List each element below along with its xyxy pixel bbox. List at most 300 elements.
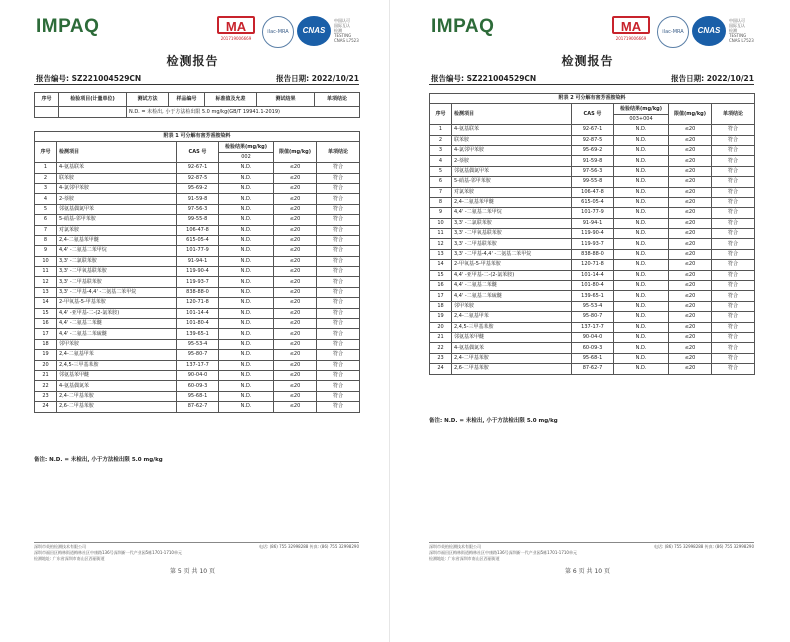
table-row [35,339,360,349]
cell-no: 6 [430,177,452,187]
cell-limit: ≤20 [669,229,712,239]
cell-result: N.D. [219,360,274,370]
cell-result: N.D. [614,156,669,166]
cell-limit: ≤20 [669,166,712,176]
cell-cas: 119-93-7 [572,239,614,249]
cell-result: N.D. [219,183,274,193]
cell-no: 3 [35,183,57,193]
cell-item: 5-硝基-邻甲苯胺 [452,177,572,187]
cell-conclusion: 符合 [712,239,755,249]
cell-cas: 91-59-8 [572,156,614,166]
cell-conclusion: 符合 [712,291,755,301]
cell-limit: ≤20 [669,239,712,249]
cell-conclusion: 符合 [317,402,360,412]
cell-limit: ≤20 [274,256,317,266]
cell-no: 24 [35,402,57,412]
cell-no: 17 [430,291,452,301]
cell-item: 联苯胺 [452,135,572,145]
table-row [35,215,360,225]
cell-no: 7 [430,187,452,197]
cell-conclusion: 符合 [712,343,755,353]
cell-no: 10 [430,218,452,228]
cell-conclusion: 符合 [317,256,360,266]
cell-cas: 137-17-7 [572,322,614,332]
certification-marks [217,16,367,50]
cell-no: 24 [430,364,452,374]
cell-limit: ≤20 [274,319,317,329]
cell-item: 4-氯邻甲苯胺 [57,183,177,193]
cell-item: 4,4' -二氨基二苯醚 [452,281,572,291]
cell-cas: 119-90-4 [572,229,614,239]
col-header-sample-id: 002 [219,152,274,162]
cell-result: N.D. [614,343,669,353]
cell-conclusion: 符合 [712,260,755,270]
cell-limit: ≤20 [669,187,712,197]
table-row [430,364,755,374]
cell-result: N.D. [219,277,274,287]
page-footer: 深圳市英柏检测技术有限公司 深圳市福田区梅林街道梅林社区中康路136号深圳新一代产业园5栋1701-1710单元 检测地址: 广东省深圳市南山区西丽街道 电话: (86) 755 32998288 传真: (86) 755 32998290 [429,544,754,561]
cell-item: 2-甲氧基-5-甲基苯胺 [57,298,177,308]
cell-limit: ≤20 [669,353,712,363]
table-row [35,319,360,329]
col-header-result: 检验结果(mg/kg) [219,142,274,152]
cell-item: 2,4-二氨基甲苯 [452,312,572,322]
cell-result: N.D. [219,402,274,412]
cell-conclusion: 符合 [317,183,360,193]
cell-conclusion: 符合 [712,364,755,374]
cell-conclusion: 符合 [712,166,755,176]
ma-mark: MA 201719006669 [612,16,650,46]
cell-conclusion: 符合 [317,360,360,370]
cell-item: 3,3' -二甲基-4,4' -二氨基二苯甲烷 [57,287,177,297]
ilac-mra-logo: ilac-MRA [657,16,689,48]
cell-limit: ≤20 [274,287,317,297]
cell-cas: 101-14-4 [177,308,219,318]
cell-conclusion: 符合 [317,277,360,287]
cnas-accreditation-text: 中国认可 国际互认 检测 TESTING CNAS L7523 [729,18,754,43]
cell-item: 邻氨基苯甲醚 [57,370,177,380]
cell-no: 19 [35,350,57,360]
table-row [430,197,755,207]
cell-cas: 137-17-7 [177,360,219,370]
cell-limit: ≤20 [669,312,712,322]
cell-limit: ≤20 [274,183,317,193]
table-row [430,281,755,291]
cell-conclusion: 符合 [317,194,360,204]
table-row [430,239,755,249]
cell-cas: 95-69-2 [177,183,219,193]
cell-result: N.D. [219,287,274,297]
cell-result: N.D. [614,239,669,249]
cell-limit: ≤20 [669,332,712,342]
table-row [430,322,755,332]
cell-limit: ≤20 [669,249,712,259]
footer-contact: 电话: (86) 755 32998288 传真: (86) 755 32998290 [258,544,359,549]
cell-result: N.D. [219,308,274,318]
table-row [35,256,360,266]
cell-result: N.D. [219,246,274,256]
cell-item: 4-氨基联苯 [57,163,177,173]
appendix-table-1-body [35,163,360,412]
cell-no: 15 [430,270,452,280]
cell-cas: 92-87-5 [177,173,219,183]
cell-cas: 120-71-8 [177,298,219,308]
appendix-title: 附表 1 可分解有害芳香胺染料 [35,132,360,142]
cell-item: 3,3' -二氯联苯胺 [452,218,572,228]
cell-conclusion: 符合 [712,218,755,228]
table-row [430,135,755,145]
summary-header-result: 测试结果 [257,93,315,107]
impaq-logo: IMPAQ [36,16,100,37]
cell-result: N.D. [219,173,274,183]
cell-cas: 95-53-4 [177,339,219,349]
cell-conclusion: 符合 [712,249,755,259]
cell-item: 对氯苯胺 [452,187,572,197]
cell-limit: ≤20 [274,350,317,360]
cell-item: 4-氨基偶氮苯 [452,343,572,353]
cell-result: N.D. [614,229,669,239]
table-row [430,353,755,363]
cell-limit: ≤20 [669,291,712,301]
cell-conclusion: 符合 [317,225,360,235]
cell-result: N.D. [614,208,669,218]
cell-result: N.D. [614,197,669,207]
table-row [35,360,360,370]
cell-conclusion: 符合 [317,370,360,380]
table-row [35,163,360,173]
cell-conclusion: 符合 [712,332,755,342]
remark-note: 备注: N.D. = 未检出, 小于方法检出限 5.0 mg/kg [429,418,558,424]
cell-no: 22 [430,343,452,353]
cnas-logo: CNAS [297,16,331,46]
cell-result: N.D. [614,145,669,155]
cell-conclusion: 符合 [317,163,360,173]
summary-header-sample: 样品编号 [169,93,205,107]
cell-limit: ≤20 [274,163,317,173]
header-rule [34,84,359,85]
cell-cas: 91-94-1 [177,256,219,266]
cell-no: 18 [35,339,57,349]
table-row [35,381,360,391]
cell-limit: ≤20 [669,145,712,155]
cell-result: N.D. [219,339,274,349]
cell-no: 17 [35,329,57,339]
cell-cas: 101-14-4 [572,270,614,280]
cell-cas: 60-09-3 [177,381,219,391]
table-row [430,291,755,301]
cell-cas: 101-80-4 [177,319,219,329]
cell-limit: ≤20 [669,135,712,145]
cell-limit: ≤20 [274,402,317,412]
cell-item: 5-硝基-邻甲苯胺 [57,215,177,225]
cell-no: 16 [430,281,452,291]
cell-limit: ≤20 [274,381,317,391]
cell-cas: 91-59-8 [177,194,219,204]
cell-conclusion: 符合 [317,267,360,277]
table-row [430,270,755,280]
cell-item: 2,4-二甲基苯胺 [452,353,572,363]
cell-result: N.D. [614,353,669,363]
table-row [35,204,360,214]
cell-conclusion: 符合 [712,322,755,332]
cell-limit: ≤20 [274,235,317,245]
cell-no: 10 [35,256,57,266]
page-number: 第 5 页 共 10 页 [170,568,215,575]
cell-conclusion: 符合 [712,156,755,166]
cell-no: 9 [35,246,57,256]
cell-no: 19 [430,312,452,322]
col-header-result: 检验结果(mg/kg) [614,104,669,114]
summary-header-item: 检验项目(计量单位) [59,93,127,107]
method-note: N.D. = 未检出, 小于方法检出限 5.0 mg/kg(GB/T 19941.1-2019) [127,107,360,118]
report-date: 报告日期: 2022/10/21 [276,74,359,83]
cell-result: N.D. [219,256,274,266]
cell-result: N.D. [614,291,669,301]
cell-cas: 95-80-7 [572,312,614,322]
cell-item: 邻甲苯胺 [452,301,572,311]
cell-cas: 92-67-1 [177,163,219,173]
summary-header-conclusion: 单项结论 [315,93,360,107]
cell-conclusion: 符合 [317,339,360,349]
table-row [430,125,755,135]
table-row [430,187,755,197]
cell-conclusion: 符合 [317,287,360,297]
cell-cas: 87-62-7 [572,364,614,374]
cell-conclusion: 符合 [317,298,360,308]
cell-result: N.D. [614,249,669,259]
cell-item: 对氯苯胺 [57,225,177,235]
table-row [430,260,755,270]
col-header-no: 序号 [35,142,57,163]
table-row [35,267,360,277]
cell-conclusion: 符合 [712,135,755,145]
cell-cas: 838-88-0 [177,287,219,297]
cell-cas: 139-65-1 [177,329,219,339]
cell-cas: 97-56-3 [177,204,219,214]
header-rule [429,84,754,85]
cell-result: N.D. [219,298,274,308]
col-header-conclusion: 单项结论 [317,142,360,163]
cell-limit: ≤20 [669,156,712,166]
table-row [35,350,360,360]
table-row [35,194,360,204]
cell-item: 2,4-二氨基甲苯 [57,350,177,360]
cell-cas: 615-05-4 [572,197,614,207]
cell-conclusion: 符合 [712,281,755,291]
cell-cas: 120-71-8 [572,260,614,270]
table-row [430,218,755,228]
table-row [35,329,360,339]
table-row [35,287,360,297]
cell-limit: ≤20 [669,208,712,218]
cell-item: 4,4' -二氨基二苯醚 [57,319,177,329]
cell-result: N.D. [614,332,669,342]
cell-cas: 92-87-5 [572,135,614,145]
cell-conclusion: 符合 [712,270,755,280]
cell-cas: 119-90-4 [177,267,219,277]
report-title: 检测报告 [561,54,614,68]
cell-result: N.D. [614,260,669,270]
cell-limit: ≤20 [274,194,317,204]
cell-no: 1 [430,125,452,135]
cell-limit: ≤20 [669,322,712,332]
ma-mark: MA 201719006669 [217,16,255,46]
report-page-left [0,0,385,642]
cell-limit: ≤20 [274,370,317,380]
cell-conclusion: 符合 [712,312,755,322]
cell-cas: 97-56-3 [572,166,614,176]
table-row [35,235,360,245]
cell-conclusion: 符合 [317,350,360,360]
table-row [35,173,360,183]
cell-result: N.D. [614,312,669,322]
cell-conclusion: 符合 [317,246,360,256]
cell-cas: 101-77-9 [177,246,219,256]
cell-no: 6 [35,215,57,225]
col-header-no: 序号 [430,104,452,125]
cell-item: 2,4-二氨基苯甲醚 [57,235,177,245]
summary-table [34,92,360,118]
table-row [35,391,360,401]
cell-result: N.D. [614,125,669,135]
cell-no: 5 [35,204,57,214]
cell-item: 4,4' -二氨基二苯硫醚 [57,329,177,339]
cell-limit: ≤20 [274,246,317,256]
col-header-conclusion: 单项结论 [712,104,755,125]
cell-conclusion: 符合 [317,204,360,214]
cell-result: N.D. [219,215,274,225]
cell-cas: 95-68-1 [572,353,614,363]
cell-conclusion: 符合 [712,301,755,311]
cell-no: 22 [35,381,57,391]
ilac-mra-logo: ilac-MRA [262,16,294,48]
cell-item: 3,3' -二甲氧基联苯胺 [452,229,572,239]
cell-item: 4-氯邻甲苯胺 [452,145,572,155]
table-row [430,177,755,187]
cell-limit: ≤20 [274,267,317,277]
cell-result: N.D. [219,370,274,380]
impaq-logo: IMPAQ [431,16,495,37]
appendix-table-2-body [430,125,755,374]
cell-conclusion: 符合 [317,215,360,225]
cnas-logo: CNAS [692,16,726,46]
cell-cas: 101-80-4 [572,281,614,291]
cell-limit: ≤20 [274,308,317,318]
cell-limit: ≤20 [274,298,317,308]
cell-cas: 106-47-8 [177,225,219,235]
cell-item: 4,4' -二氨基二苯甲烷 [452,208,572,218]
cell-conclusion: 符合 [317,235,360,245]
cell-limit: ≤20 [274,329,317,339]
cell-item: 2-萘胺 [452,156,572,166]
report-page-right [395,0,780,642]
cell-limit: ≤20 [669,301,712,311]
cell-no: 8 [35,235,57,245]
cell-cas: 99-55-8 [572,177,614,187]
cell-no: 8 [430,197,452,207]
cell-result: N.D. [219,350,274,360]
page-divider [389,0,390,642]
report-date: 报告日期: 2022/10/21 [671,74,754,83]
cell-result: N.D. [219,235,274,245]
cell-conclusion: 符合 [712,125,755,135]
col-header-cas: CAS 号 [177,142,219,163]
cell-result: N.D. [614,281,669,291]
cell-conclusion: 符合 [317,381,360,391]
cell-result: N.D. [614,187,669,197]
cell-limit: ≤20 [274,360,317,370]
cell-conclusion: 符合 [317,329,360,339]
cell-no: 14 [430,260,452,270]
cell-result: N.D. [219,319,274,329]
cell-no: 7 [35,225,57,235]
cell-limit: ≤20 [274,339,317,349]
cell-no: 18 [430,301,452,311]
cell-no: 2 [35,173,57,183]
col-header-limit: 限值(mg/kg) [274,142,317,163]
cell-cas: 90-04-0 [572,332,614,342]
cell-item: 邻甲苯胺 [57,339,177,349]
cell-result: N.D. [219,267,274,277]
cell-no: 3 [430,145,452,155]
cell-item: 4,4' -亚甲基-二-(2-氯苯胺) [57,308,177,318]
table-row [430,312,755,322]
cell-result: N.D. [219,163,274,173]
cell-conclusion: 符合 [712,177,755,187]
appendix-title: 附表 2 可分解有害芳香胺染料 [430,94,755,104]
cell-item: 4,4' -亚甲基-二-(2-氯苯胺) [452,270,572,280]
cell-no: 2 [430,135,452,145]
cell-conclusion: 符合 [317,308,360,318]
cell-limit: ≤20 [274,277,317,287]
cell-limit: ≤20 [274,225,317,235]
cell-no: 12 [430,239,452,249]
cell-no: 11 [35,267,57,277]
summary-header-standard: 标准值及允差 [205,93,257,107]
col-header-item: 检测项目 [57,142,177,163]
cell-conclusion: 符合 [712,229,755,239]
cell-no: 21 [35,370,57,380]
cell-result: N.D. [614,322,669,332]
cell-cas: 838-88-0 [572,249,614,259]
cell-item: 3,3' -二甲氧基联苯胺 [57,267,177,277]
cell-cas: 615-05-4 [177,235,219,245]
table-row [430,229,755,239]
cell-no: 12 [35,277,57,287]
summary-header-no: 序号 [35,93,59,107]
cell-limit: ≤20 [669,343,712,353]
cell-no: 16 [35,319,57,329]
cell-result: N.D. [219,225,274,235]
cell-conclusion: 符合 [712,197,755,207]
cell-cas: 95-53-4 [572,301,614,311]
cell-item: 联苯胺 [57,173,177,183]
table-row [35,183,360,193]
cell-item: 3,3' -二甲基-4,4' -二氨基二苯甲烷 [452,249,572,259]
cell-result: N.D. [614,135,669,145]
cell-limit: ≤20 [274,215,317,225]
report-title: 检测报告 [166,54,219,68]
table-row [35,402,360,412]
cell-limit: ≤20 [669,177,712,187]
cell-cas: 60-09-3 [572,343,614,353]
cell-result: N.D. [614,218,669,228]
cell-conclusion: 符合 [712,208,755,218]
cell-result: N.D. [614,166,669,176]
col-header-sample-id: 003+004 [614,114,669,124]
page-footer: 深圳市英柏检测技术有限公司 深圳市福田区梅林街道梅林社区中康路136号深圳新一代产业园5栋1701-1710单元 检测地址: 广东省深圳市南山区西丽街道 电话: (86) 755 32998288 传真: (86) 755 32998290 [34,544,359,561]
report-number: 报告编号: SZ221004529CN [36,74,142,83]
